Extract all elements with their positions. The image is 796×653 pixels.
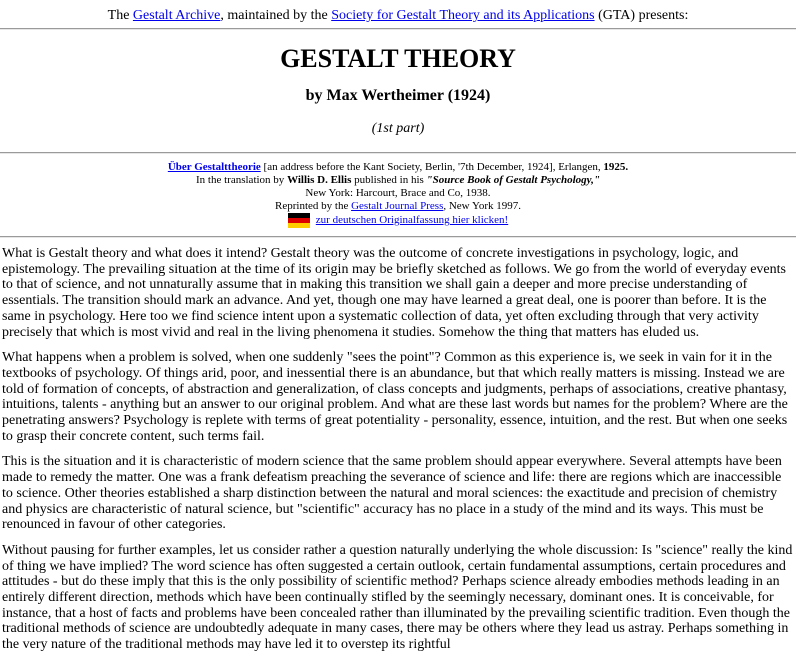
source-info <box>0 154 796 236</box>
header-middle: , maintained by the <box>220 8 332 23</box>
book-title: "Source Book of Gestalt Psychology," <box>426 174 600 186</box>
original-title-link[interactable]: Über Gestalttheorie <box>167 161 261 173</box>
source-line-publisher: New York: Harcourt, Brace and Co, 1938. <box>305 187 491 199</box>
german-original-link[interactable]: zur deutschen Originalfassung hier klicken! <box>315 214 509 227</box>
source-line-translation <box>0 174 796 187</box>
header-prefix: The <box>107 8 133 23</box>
page-title: GESTALT THEORY <box>280 44 516 73</box>
gestalt-archive-link[interactable]: Gestalt Archive <box>132 8 221 23</box>
source-line-german <box>0 213 796 228</box>
reprint-prefix: Reprinted by the <box>275 200 352 212</box>
source-line-original <box>0 161 796 174</box>
article-header <box>0 30 796 152</box>
original-citation: [an address before the Kant Society, Berlin, '7th December, 1924], Erlangen, <box>260 161 604 173</box>
german-flag-icon[interactable] <box>288 213 310 228</box>
paragraph: Without pausing for further examples, let us consider rather a question naturally underlying the whole discussion: Is "science" really the kind of thing we have implied? The word science has often suggested a certain outlook, certain fundamental assumptions, certain procedures and attitudes - but do these imply that this is the only possibility of scientific method? Perhaps science already embodies methods leading in an entirely different direction, methods which have been continually stifled by the seemingly necessary, dominant ones. It is conceivable, for instance, that a host of facts and problems have been concealed rather than illuminated by the prevailing scientific tradition. Even though the traditional methods of science are undoubtedly adequate in many cases, there may be others where they lead us astray. Perhaps something in the very nature of the traditional methods may have led it to overstep its rightful <box>2 542 793 653</box>
reprint-suffix: , New York 1997. <box>443 200 521 212</box>
translation-mid: published in his <box>351 174 427 186</box>
author-byline: by Max Wertheimer (1924) <box>305 87 491 104</box>
part-label: (1st part) <box>371 121 425 136</box>
society-link[interactable]: Society for Gestalt Theory and its Applications <box>331 8 595 23</box>
paragraph: What is Gestalt theory and what does it intend? Gestalt theory was the outcome of concrete investigations in psychology, logic, and epistemology. The prevailing situation at the time of its origin may be briefly sketched as follows. We go from the world of everyday events to that of science, and not unnaturally assume that in making this transition we shall gain a deeper and more precise understanding of essentials. The transition should mark an advance. And yet, though one may have learned a great deal, one is poorer than before. It is the same in psychology. Here too we find science intent upon a systematic collection of data, yet often excluding through that very activity precisely that which is most vivid and real in the living phenomena it studies. Somehow the thing that matters has eluded us. <box>2 246 786 340</box>
site-header <box>0 0 796 28</box>
source-line-reprint <box>0 200 796 213</box>
paragraph: What happens when a problem is solved, when one suddenly "sees the point"? Common as this experience is, we seek in vain for it in the textbooks of psychology. Of things arid, poor, and inessential there is an abundance, but that which really matters is missing. Instead we are told of formation of concepts, of abstraction and generalization, of class concepts and judgments, perhaps of associations, creative phantasy, intuitions, talents - anything but an answer to our original problem. And what are these last words but names for the problem? Where are the penetrating answers? Psychology is replete with terms of great potentiality - personality, essence, intuition, and the rest. But when one seeks to grasp their concrete content, such terms fail. <box>2 350 788 444</box>
article-body <box>0 238 796 653</box>
translation-prefix: In the translation by <box>196 174 288 186</box>
header-suffix: (GTA) presents: <box>594 8 689 23</box>
original-year: 1925. <box>603 161 629 173</box>
translator-name: Willis D. Ellis <box>287 174 352 186</box>
paragraph: This is the situation and it is characteristic of modern science that the same problem should appear everywhere. Several attempts have been made to remedy the matter. One was a frank defeatism preaching the severance of science and life: there are regions which are inaccessible to science. Other theories established a sharp distinction between the natural and moral sciences: the exactitude and precision of chemistry and physics are characteristic of natural science, but "scientific" accuracy has no place in a study of the mind and its ways. This must be renounced in favour of other categories. <box>2 454 782 533</box>
gestalt-journal-press-link[interactable]: Gestalt Journal Press <box>351 200 444 212</box>
